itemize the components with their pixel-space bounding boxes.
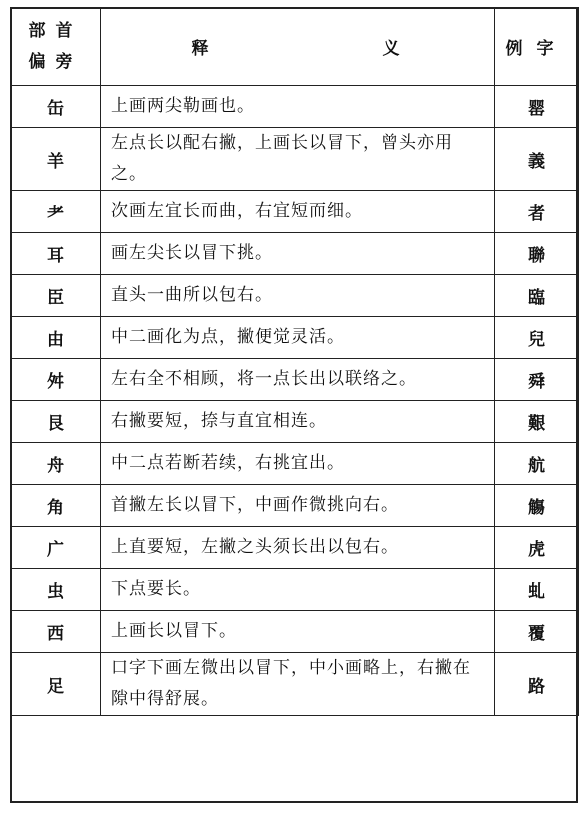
meaning-cell: 画左尖长以冒下挑。 [101, 233, 495, 275]
radical-cell: 舟 [11, 443, 101, 485]
table-row [11, 611, 579, 653]
example-cell: 罂 [495, 86, 579, 128]
table-row [11, 191, 579, 233]
radical-table [10, 7, 579, 716]
meaning-cell: 上画两尖勒画也。 [101, 86, 495, 128]
example-cell: 舜 [495, 359, 579, 401]
table-row [11, 569, 579, 611]
example-cell: 艱 [495, 401, 579, 443]
meaning-cell: 右撇要短，捺与直宜相连。 [101, 401, 495, 443]
radical-cell: 西 [11, 611, 101, 653]
header-meaning-char2: 义 [382, 39, 404, 59]
example-cell: 路 [495, 653, 579, 716]
meaning-cell: 上直要短，左撇之头须长出以包右。 [101, 527, 495, 569]
meaning-cell: 中二点若断若续，右挑宜出。 [101, 443, 495, 485]
meaning-cell: 下点要长。 [101, 569, 495, 611]
table-row [11, 653, 579, 716]
header-meaning [101, 8, 495, 86]
header-radical-line2: 偏旁 [28, 51, 83, 72]
meaning-cell: 直头一曲所以包右。 [101, 275, 495, 317]
meaning-cell: 次画左宜长而曲，右宜短而细。 [101, 191, 495, 233]
example-cell: 兒 [495, 317, 579, 359]
radical-cell: 臣 [11, 275, 101, 317]
example-cell: 觴 [495, 485, 579, 527]
table-row [11, 275, 579, 317]
radical-cell: 舛 [11, 359, 101, 401]
radical-cell: 羊 [11, 128, 101, 191]
example-cell: 者 [495, 191, 579, 233]
radical-cell: 耂 [11, 191, 101, 233]
example-cell: 航 [495, 443, 579, 485]
example-cell: 覆 [495, 611, 579, 653]
table-row [11, 359, 579, 401]
header-radical-line1: 部首 [28, 20, 83, 41]
header-meaning-char1: 释 [191, 39, 213, 59]
table-row [11, 86, 579, 128]
radical-cell: 耳 [11, 233, 101, 275]
example-cell: 聯 [495, 233, 579, 275]
meaning-cell: 上画长以冒下。 [101, 611, 495, 653]
meaning-cell: 左右全不相顾，将一点长出以联络之。 [101, 359, 495, 401]
meaning-cell: 中二画化为点，撇便觉灵活。 [101, 317, 495, 359]
meaning-cell: 左点长以配右撇，上画长以冒下，曾头亦用之。 [101, 128, 495, 191]
radical-cell: 足 [11, 653, 101, 716]
table-row [11, 233, 579, 275]
meaning-cell: 口字下画左微出以冒下，中小画略上，右撇在隙中得舒展。 [101, 653, 495, 716]
radical-cell: 广 [11, 527, 101, 569]
meaning-cell: 首撇左长以冒下，中画作微挑向右。 [101, 485, 495, 527]
example-cell: 虬 [495, 569, 579, 611]
example-cell: 虎 [495, 527, 579, 569]
radical-cell: 由 [11, 317, 101, 359]
radical-cell: 缶 [11, 86, 101, 128]
table-row [11, 128, 579, 191]
table-row [11, 443, 579, 485]
radical-cell: 艮 [11, 401, 101, 443]
header-radical [11, 8, 101, 86]
header-example: 例字 [495, 8, 579, 86]
radical-cell: 虫 [11, 569, 101, 611]
radical-cell: 角 [11, 485, 101, 527]
table-row [11, 485, 579, 527]
example-cell: 臨 [495, 275, 579, 317]
table-row [11, 401, 579, 443]
example-cell: 義 [495, 128, 579, 191]
table-row [11, 317, 579, 359]
header-row [11, 8, 579, 86]
table-row [11, 527, 579, 569]
